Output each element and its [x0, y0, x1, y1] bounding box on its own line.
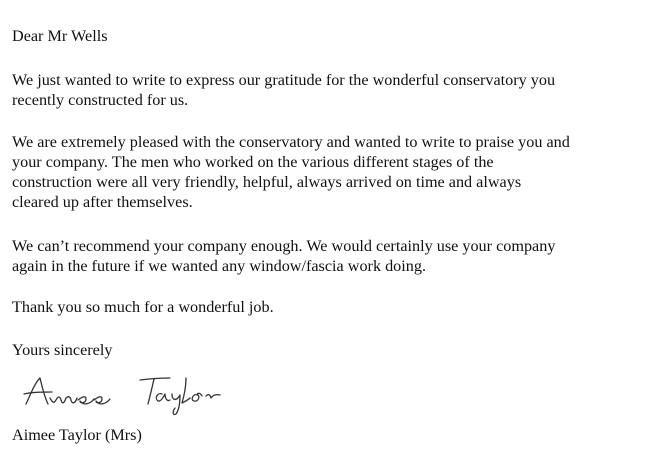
- handwritten-signature: [22, 370, 252, 418]
- paragraph-4-line-1: Thank you so much for a wonderful job.: [12, 298, 274, 316]
- paragraph-2-line-4: cleared up after themselves.: [12, 193, 193, 211]
- paragraph-2-line-1: We are extremely pleased with the conservatory and wanted to write to praise you and: [12, 133, 570, 151]
- paragraph-3-line-1: We can’t recommend your company enough. We would certainly use your company: [12, 237, 556, 255]
- signatory-name: Aimee Taylor (Mrs): [12, 426, 142, 444]
- paragraph-1-line-2: recently constructed for us.: [12, 91, 189, 109]
- paragraph-3-line-2: again in the future if we wanted any window/fascia work doing.: [12, 257, 427, 275]
- paragraph-1-line-1: We just wanted to write to express our gratitude for the wonderful conservatory you: [12, 71, 556, 89]
- closing: Yours sincerely: [12, 341, 113, 359]
- salutation: Dear Mr Wells: [12, 27, 108, 45]
- paragraph-2-line-2: your company. The men who worked on the various different stages of the: [12, 153, 494, 171]
- paragraph-2-line-3: construction were all very friendly, helpful, always arrived on time and always: [12, 173, 522, 191]
